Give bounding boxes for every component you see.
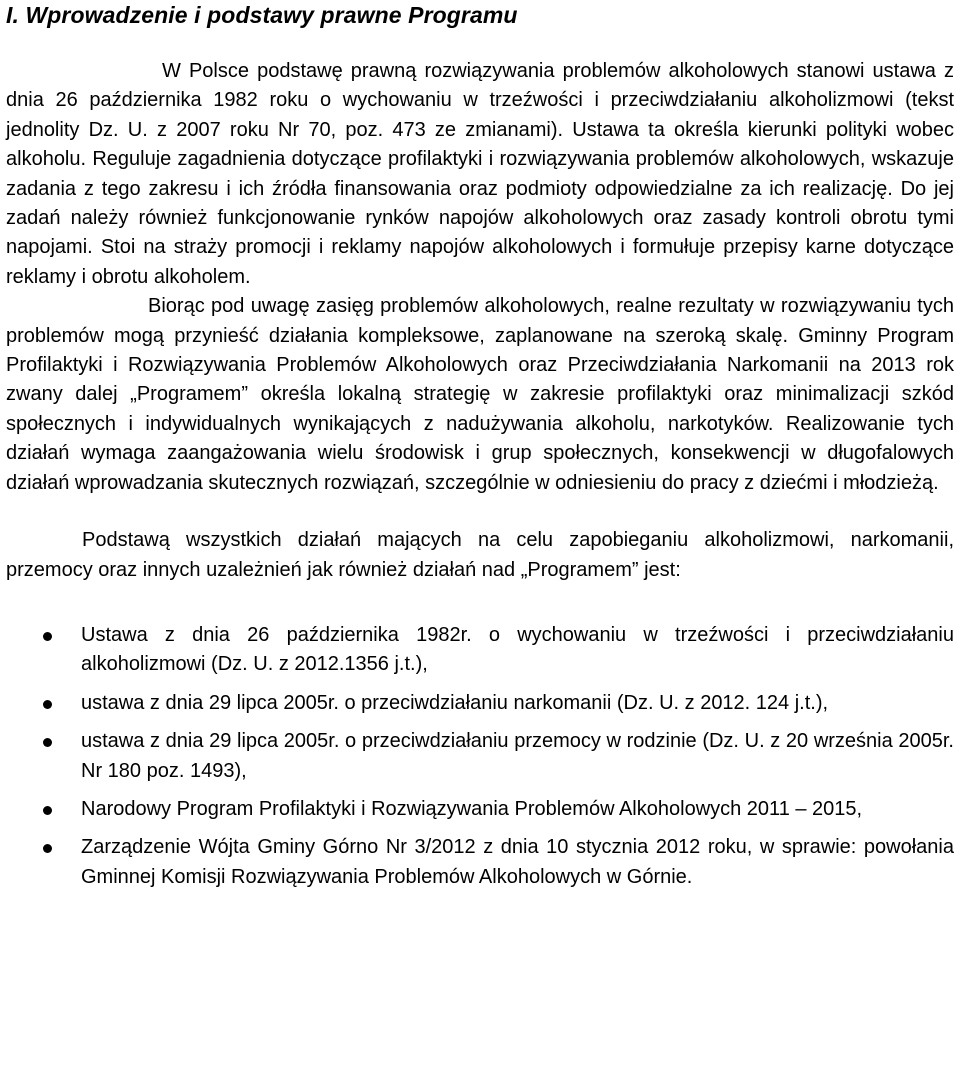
list-item [6,689,954,718]
bullet-icon [43,806,52,815]
paragraph-program-description: Biorąc pod uwagę zasięg problemów alkoholowych, realne rezultaty w rozwiązywaniu tych problemów mogą przynieść działania kompleksowe, zaplanowane na szeroką skalę. Gminny Program Profilaktyki i Rozwiązywania Problemów Alkoholowych oraz Przeciwdziałania Narkomanii na 2013 rok zwany dalej „Programem” określa lokalną strategię w zakresie profilaktyki oraz minimalizacji szkód społecznych i indywidualnych wynikających z nadużywania alkoholu, narkotyków. Realizowanie tych działań wymaga zaangażowania wielu środowisk i grup społecznych, konsekwencji w długofalowych działań wprowadzania skutecznych rozwiązań, szczególnie w odniesieniu do pracy z dziećmi i młodzieżą. [6,295,954,494]
list-item-text: Narodowy Program Profilaktyki i Rozwiązywania Problemów Alkoholowych 2011 – 2015, [81,797,863,820]
list-item-text: ustawa z dnia 29 lipca 2005r. o przeciwdziałaniu narkomanii (Dz. U. z 2012. 124 j.t.), [81,691,829,714]
list-item [6,833,954,892]
list-item-text: Ustawa z dnia 26 października 1982r. o wychowaniu w trzeźwości i przeciwdziałaniu alkoholizmowi (Dz. U. z 2012.1356 j.t.), [81,623,954,676]
list-item [6,727,954,786]
bullet-icon [43,632,52,641]
legal-acts-list [6,621,954,892]
document-page [6,0,954,901]
section-heading: I. Wprowadzenie i podstawy prawne Programu [6,2,518,28]
bullet-icon [43,844,52,853]
list-item-text: Zarządzenie Wójta Gminy Górno Nr 3/2012 z dnia 10 stycznia 2012 roku, w sprawie: powołania Gminnej Komisji Rozwiązywania Problemów Alkoholowych w Górnie. [81,836,954,888]
list-item [6,795,954,824]
list-item [6,621,954,680]
paragraph-legal-basis: W Polsce podstawę prawną rozwiązywania problemów alkoholowych stanowi ustawa z dnia 26 października 1982 roku o wychowaniu w trzeźwości i przeciwdziałaniu alkoholizmowi (tekst jednolity Dz. U. z 2007 roku Nr 70, poz. 473 ze zmianami). Ustawa ta określa kierunki polityki wobec alkoholu. Reguluje zagadnienia dotyczące profilaktyki i rozwiązywania problemów alkoholowych, wskazuje zadania z tego zakresu i ich źródła finansowania oraz podmioty odpowiedzialne za ich realizację. Do jej zadań należy również funkcjonowanie rynków napojów alkoholowych oraz zasady kontroli obrotu tymi napojami. Stoi na straży promocji i reklamy napojów alkoholowych i formułuje przepisy karne dotyczące reklamy i obrotu alkoholem. [6,60,954,288]
bullet-icon [43,738,52,747]
bullet-icon [43,700,52,709]
list-item-text: ustawa z dnia 29 lipca 2005r. o przeciwdziałaniu przemocy w rodzinie (Dz. U. z 20 września 2005r. Nr 180 poz. 1493), [81,730,954,782]
paragraph-list-intro: Podstawą wszystkich działań mających na celu zapobieganiu alkoholizmowi, narkomanii, przemocy oraz innych uzależnień jak również działań nad „Programem” jest: [6,529,954,581]
